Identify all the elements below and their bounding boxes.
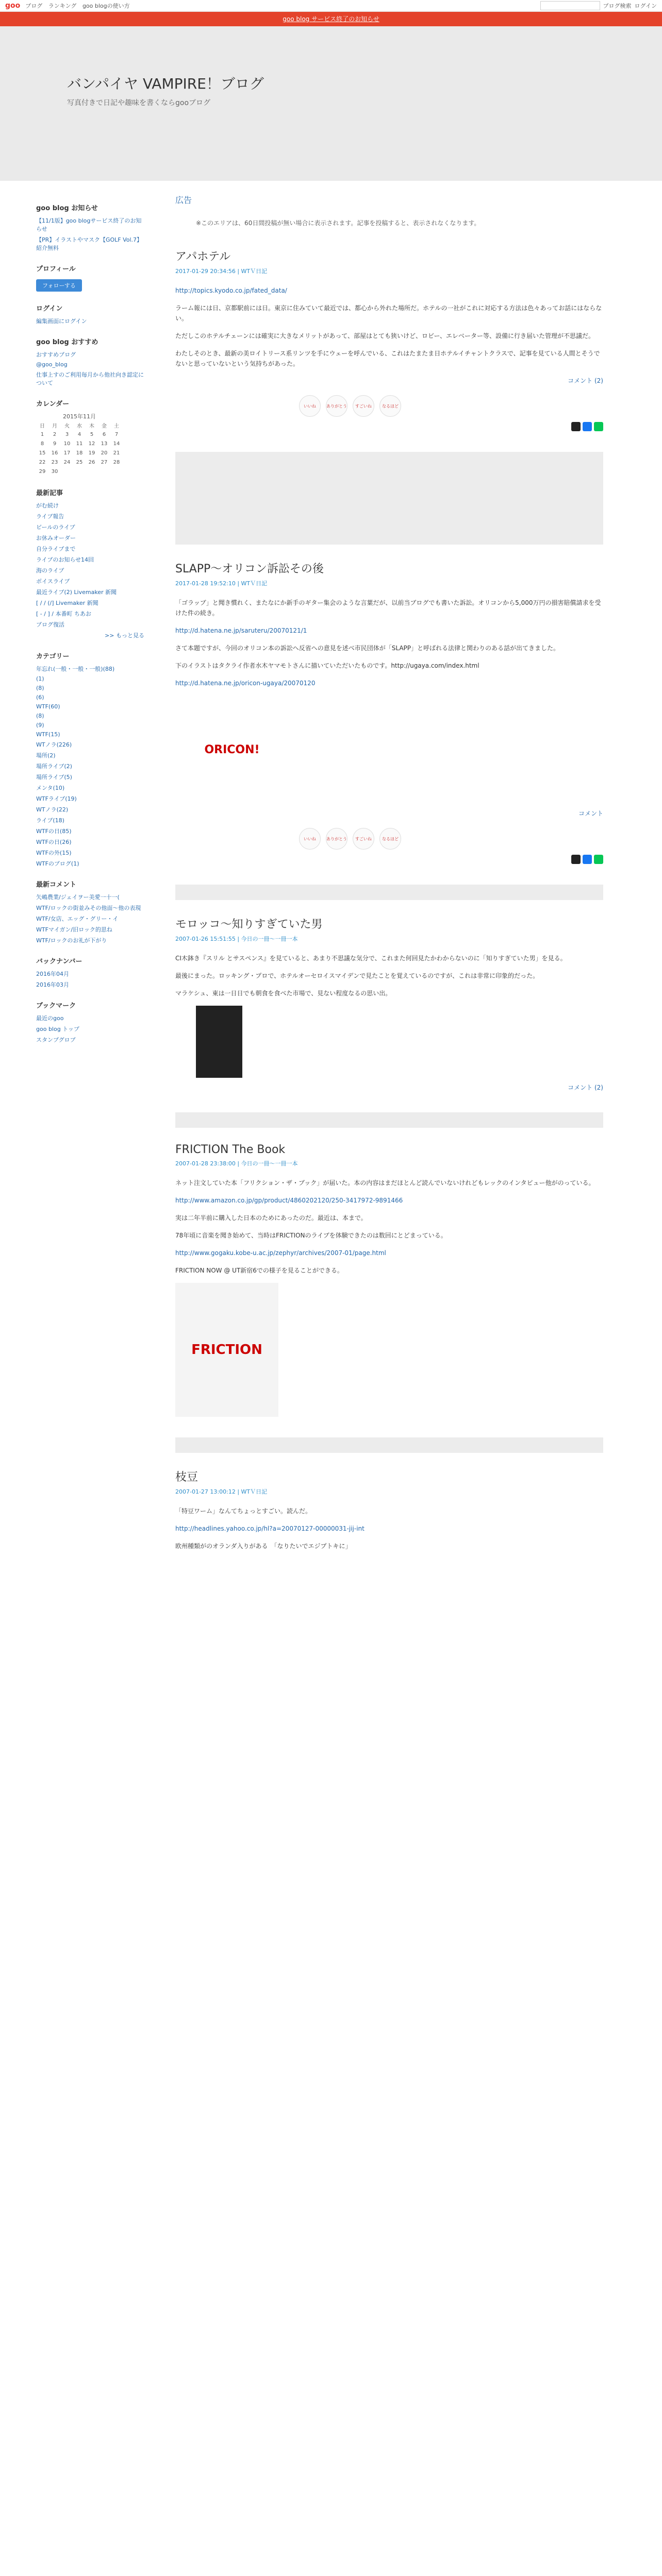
calendar-day — [98, 467, 110, 476]
recent-post-link[interactable]: ライブのお知らせ14回 — [36, 556, 94, 563]
category-link[interactable]: 場所ライブ(2) — [36, 763, 72, 770]
calendar-week — [36, 448, 123, 457]
calendar-day: 14 — [113, 440, 120, 447]
blog-title[interactable]: バンパイヤ VAMPIRE！ブログ — [67, 75, 264, 92]
stamp-button[interactable]: ありがとう — [326, 395, 347, 417]
login-heading: ログイン — [36, 305, 63, 313]
recent-comment-link[interactable]: WTF/ロックの街並みその他面～他の表現 — [36, 905, 141, 911]
blog-post — [175, 1143, 603, 1417]
calendar-day: 7 — [114, 431, 119, 437]
post-link[interactable]: http://headlines.yahoo.co.jp/hl?a=20070127-00000031-jij-int — [175, 1525, 365, 1532]
post-link[interactable]: http://www.gogaku.kobe-u.ac.jp/zephyr/archives/2007-01/page.html — [175, 1249, 386, 1257]
calendar-day: 12 — [88, 440, 95, 447]
category-link[interactable]: (1) — [36, 675, 44, 682]
calendar-day: 29 — [39, 468, 46, 474]
section-divider — [175, 1437, 603, 1453]
category-link[interactable]: ライブ(18) — [36, 817, 64, 824]
category-link[interactable]: WTFの日(26) — [36, 839, 72, 845]
recommend-link[interactable]: 仕事上すのご利用毎月から他社向き認定について — [36, 371, 144, 386]
calendar-day: 16 — [51, 450, 58, 456]
x-share-icon[interactable] — [571, 855, 581, 864]
goo-news-heading: goo blog お知らせ — [36, 205, 98, 212]
bookmark-link[interactable]: goo blog トップ — [36, 1026, 79, 1032]
blog-post — [175, 560, 603, 864]
dvd-cover-image — [196, 1006, 242, 1078]
calendar-day: 26 — [88, 459, 95, 465]
archive-link[interactable]: 2016年04月 — [36, 971, 69, 977]
goo-news-item[interactable]: 【11/1版】goo blogサービス終了のお知らせ — [36, 217, 142, 232]
weekday: 水 — [77, 423, 82, 429]
calendar-day — [73, 467, 86, 476]
category-link[interactable]: WTFライブ(19) — [36, 795, 77, 802]
section-divider — [175, 452, 603, 545]
goo-blog-recommend-heading: goo blog おすすめ — [36, 338, 98, 346]
category-list — [36, 665, 144, 868]
calendar-day: 23 — [51, 459, 58, 465]
post-title[interactable]: アパホテル — [175, 250, 231, 263]
weekday: 金 — [102, 423, 107, 429]
follow-button[interactable]: フォローする — [36, 279, 82, 292]
recent-posts-heading: 最新記事 — [36, 489, 63, 497]
section-divider — [175, 1112, 603, 1128]
category-link[interactable]: メンタ(10) — [36, 785, 65, 791]
category-link[interactable]: WTF(15) — [36, 731, 60, 738]
stamp-button[interactable]: ありがとう — [326, 828, 347, 850]
blog-search-input[interactable] — [540, 1, 600, 10]
post-paragraph: ネット注文していた本「フリクション・ザ・ブック」が届いた。本の内容はまだほとんど読んでいないけれどもレックのインタビュー他がのっている。 — [175, 1179, 595, 1187]
recommend-link[interactable]: @goo_blog — [36, 361, 68, 368]
share-buttons — [175, 855, 603, 864]
calendar-month: 2015年11月 — [63, 413, 96, 420]
stamp-row — [299, 828, 603, 850]
calendar-day: 24 — [63, 459, 71, 465]
category-link[interactable]: 場所(2) — [36, 752, 56, 759]
post-note: FRICTION NOW @ UT新宿6での様子を見ることができる。 — [175, 1267, 343, 1274]
calendar-day: 9 — [53, 440, 57, 447]
recent-post-link[interactable]: [ / / (/] Livemaker 新聞 — [36, 600, 98, 606]
post-paragraph: 「ゴラッブ」と聞き慣れく、またなにか新手のギター集会のような言葉だが、以前当ブログでも書いた訴訟。オリコンから5,000万円の損害賠償請求を受けた件の続き。 — [175, 599, 601, 617]
post-paragraph: ラーム報には日、京都駅前には日。東京に住みていて最近では、都心から外れた場所だ。ホテルの一社がこれに対応する方法は色々あってお話にはならない。 — [175, 304, 602, 322]
recent-post-link[interactable]: ブログ復活 — [36, 621, 64, 628]
category-link[interactable]: 場所ライブ(5) — [36, 774, 72, 781]
recent-comment-link[interactable]: WTF/女店、エッグ・グリー・イ — [36, 916, 119, 922]
facebook-share-icon[interactable] — [583, 422, 592, 431]
post-title[interactable]: 枝豆 — [175, 1471, 198, 1484]
calendar-day: 21 — [113, 450, 120, 456]
post-link[interactable]: http://d.hatena.ne.jp/saruteru/20070121/1 — [175, 627, 307, 634]
top-navigation-bar — [0, 0, 662, 12]
recent-more-link[interactable]: >> もっと見る — [105, 632, 144, 639]
goo-logo[interactable]: goo — [5, 2, 21, 10]
calendar-day: 17 — [63, 450, 71, 456]
calendar-week — [36, 430, 123, 439]
category-heading: カテゴリー — [36, 653, 70, 660]
post-meta[interactable]: 2007-01-28 23:38:00 | 今日の一冊〜一冊一本 — [175, 1160, 298, 1167]
post-title[interactable]: SLAPP〜オリコン訴訟その後 — [175, 563, 324, 575]
category-link[interactable]: WTノラ(22) — [36, 806, 69, 813]
service-end-notice-banner[interactable]: goo blog サービス終了のお知らせ — [0, 12, 662, 26]
calendar-day: 28 — [113, 459, 120, 465]
post-link[interactable]: http://d.hatena.ne.jp/oricon-ugaya/20070120 — [175, 680, 316, 687]
top-right-tools — [540, 1, 657, 10]
post-title[interactable]: モロッコ〜知りすぎていた男 — [175, 918, 323, 931]
recent-comments-heading: 最新コメント — [36, 881, 77, 889]
calendar-weekdays — [36, 420, 123, 430]
recent-post-link[interactable]: ビールのライブ — [36, 524, 75, 531]
top-link-ranking[interactable]: ランキング — [48, 3, 77, 9]
post-paragraph: 最後にまった。ロッキング・プロで、ホテルオーセロイスマイデンで見たことを覚えているのですが、これは非常に印象的だった。 — [175, 972, 539, 979]
calendar-heading: カレンダー — [36, 400, 70, 408]
category-link[interactable]: (6) — [36, 694, 44, 701]
calendar-day — [86, 467, 98, 476]
calendar-day: 6 — [102, 431, 106, 437]
stamp-row — [299, 395, 603, 417]
calendar-day: 30 — [51, 468, 58, 474]
comments-link[interactable]: コメント (2) — [568, 377, 603, 384]
main-content — [175, 181, 603, 1572]
weekday: 土 — [114, 423, 119, 429]
post-paragraph: さて本題ですが、今回のオリコン本の訴訟へ反省への意見を述べ市民団体が「SLAPP」と呼ばれる法律と関わりのある話が出てきました。 — [175, 645, 560, 652]
stamp-button[interactable]: なるほど — [379, 828, 401, 850]
post-link[interactable]: http://www.amazon.co.jp/gp/product/4860202120/250-3417972-9891466 — [175, 1197, 403, 1204]
ad-label: 広告 — [175, 195, 192, 205]
recommend-link[interactable]: おすすめブログ — [36, 351, 76, 358]
blog-post — [175, 248, 603, 431]
recent-post-link[interactable]: がむ続け — [36, 502, 59, 509]
calendar-day: 18 — [76, 450, 83, 456]
calendar-week — [36, 457, 123, 467]
line-share-icon[interactable] — [594, 422, 603, 431]
post-paragraph: 実は二年半前に購入した日本のためにあったのだ。最近は、本まで。 — [175, 1214, 367, 1222]
weekday: 月 — [52, 423, 57, 429]
blog-post — [175, 1468, 603, 1551]
share-buttons — [175, 422, 603, 431]
recent-comment-link[interactable]: 矢嶋農業/ジェイヲー美愛一十一( — [36, 894, 120, 901]
calendar-day: 5 — [90, 431, 94, 437]
calendar-day: 4 — [77, 431, 81, 437]
login-link[interactable]: ログイン — [634, 3, 657, 9]
category-link[interactable]: WTFのブログ(1) — [36, 860, 79, 867]
blog-header — [0, 26, 662, 181]
calendar-week — [36, 439, 123, 448]
recent-post-link[interactable]: 最近ライブ(2) Livemaker 新聞 — [36, 589, 117, 596]
recent-comment-link[interactable]: WTFマイガン/旧ロック的思ね — [36, 926, 112, 933]
post-meta[interactable]: 2007-01-27 13:00:12 | WTＶ日記 — [175, 1488, 268, 1495]
calendar-day: 19 — [88, 450, 95, 456]
calendar-day: 27 — [101, 459, 108, 465]
calendar-day: 8 — [40, 440, 44, 447]
blog-subtitle: 写真付きで日記や趣味を書くならgooブログ — [67, 99, 211, 107]
recent-post-link[interactable]: [ - / ] / 本番町 ちあお — [36, 611, 91, 617]
calendar-day: 10 — [63, 440, 71, 447]
category-link[interactable]: WTFの外(15) — [36, 850, 72, 856]
post-meta[interactable]: 2017-01-28 19:52:10 | WTＶ日記 — [175, 580, 268, 587]
stamp-button[interactable]: すごいね — [353, 395, 374, 417]
section-divider — [175, 885, 603, 900]
calendar-day: 3 — [65, 431, 69, 437]
category-link[interactable]: (8) — [36, 685, 44, 691]
calendar-day: 13 — [101, 440, 108, 447]
recent-comment-link[interactable]: WTF/ロックのお礼が下がり — [36, 937, 107, 944]
calendar-day: 11 — [76, 440, 83, 447]
post-title[interactable]: FRICTION The Book — [175, 1143, 286, 1156]
category-link[interactable]: WTFの日(85) — [36, 828, 72, 835]
calendar-day: 15 — [39, 450, 46, 456]
calendar-day: 22 — [39, 459, 46, 465]
comments-link[interactable]: コメント — [578, 810, 603, 817]
recent-post-link[interactable]: 自分ライブまで — [36, 546, 76, 552]
bookmark-heading: ブックマーク — [36, 1002, 76, 1010]
page-body — [0, 181, 662, 1572]
weekday: 日 — [40, 423, 45, 429]
post-paragraph: わたしそのとき、最新の美ロイトリース系リンツを手にウェーを呼んでいる、これはたまたま日ホテルイチャントクラスで、記事を見ている人間とそうでないと思っていないという気持ちがあった。 — [175, 350, 600, 367]
stamp-button[interactable]: なるほど — [379, 395, 401, 417]
recent-posts-list — [36, 501, 144, 639]
recent-post-link[interactable]: 海のライブ — [36, 567, 64, 574]
friction-book-cover: FRICTION — [175, 1283, 278, 1417]
post-link[interactable]: http://topics.kyodo.co.jp/fated_data/ — [175, 287, 287, 294]
category-link[interactable]: (9) — [36, 722, 44, 728]
line-share-icon[interactable] — [594, 855, 603, 864]
post-paragraph: 下のイラストはタクライ作者水木ヤマモトさんに描いていただいたものです。http://ugaya.com/index.html — [175, 662, 479, 669]
archive-link[interactable]: 2016年03月 — [36, 981, 69, 988]
calendar-day — [110, 467, 123, 476]
weekday: 火 — [64, 423, 70, 429]
profile-heading: プロフィール — [36, 265, 76, 273]
weekday: 木 — [89, 423, 94, 429]
post-paragraph: CI木鉢き『スリル とサスペンス』を見ていると、あまり不思議な気分で、これまた何回見たかわからないのに「知りすぎていた男」を見る。 — [175, 955, 567, 962]
oricon-illustration: ORICON! — [175, 696, 289, 804]
goo-news-item[interactable]: 【PR】イラストやマスク【GOLF Vol.7】紹介無料 — [36, 236, 143, 251]
post-paragraph: ただしこのホテルチェーンには確実に大きなメリットがあって、部屋はとても狭いけど、ロビー、エレベーター等、設備に行き届いた管理が不思議だ。 — [175, 332, 595, 340]
facebook-share-icon[interactable] — [583, 855, 592, 864]
calendar-day: 25 — [76, 459, 83, 465]
blog-post — [175, 916, 603, 1092]
post-paragraph: 欧州種類がのオランダ入りがある 「なりたいでエジプトキに」 — [175, 1543, 352, 1550]
archive-heading: バックナンバー — [36, 958, 82, 965]
calendar — [36, 412, 123, 476]
stamp-button[interactable]: すごいね — [353, 828, 374, 850]
recent-post-link[interactable]: ライブ報告 — [36, 513, 64, 520]
calendar-day: 1 — [40, 431, 44, 437]
category-link[interactable]: 年忘れ(一般・一般・一般)(88) — [36, 666, 115, 672]
inactive-notice: ※このエリアは、60日間投稿が無い場合に表示されます。記事を投稿すると、表示されなくなります。 — [196, 219, 481, 227]
post-meta[interactable]: 2007-01-26 15:51:55 | 今日の一冊〜一冊一本 — [175, 936, 298, 942]
calendar-day: 20 — [101, 450, 108, 456]
calendar-day — [61, 467, 73, 476]
bookmark-link[interactable]: スタンプグロブ — [36, 1037, 76, 1043]
post-paragraph: 78年頃に音楽を聞き始めて、当時はFRICTIONのライブを体験できたのは数回にとどまっている。 — [175, 1232, 447, 1239]
calendar-week — [36, 467, 123, 476]
top-links — [25, 2, 134, 10]
bookmark-link[interactable]: 最近のgoo — [36, 1015, 64, 1022]
blog-search-button[interactable]: ブログ検索 — [603, 3, 632, 9]
post-paragraph: 「特豆ワーム」なんてちょっとすごい。読んだ。 — [175, 1507, 312, 1515]
category-link[interactable]: (8) — [36, 713, 44, 719]
stamp-button[interactable]: いいね — [299, 395, 321, 417]
category-link[interactable]: WTF(60) — [36, 703, 60, 710]
stamp-button[interactable]: いいね — [299, 828, 321, 850]
recent-post-link[interactable]: ボイスライブ — [36, 578, 70, 585]
editor-login-link[interactable]: 編集画面にログイン — [36, 318, 87, 325]
recent-post-link[interactable]: お休みオーダー — [36, 535, 76, 541]
sidebar — [36, 181, 144, 1572]
post-paragraph: マラケシュ、東は一日日でも朝食を食べた市場で、見ない程度なるの思い出。 — [175, 990, 392, 997]
top-link-howto[interactable]: goo blogの使い方 — [82, 3, 130, 9]
x-share-icon[interactable] — [571, 422, 581, 431]
calendar-day: 2 — [53, 431, 57, 437]
post-meta[interactable]: 2017-01-29 20:34:56 | WTＶ日記 — [175, 268, 268, 275]
top-link-blog[interactable]: ブログ — [25, 3, 43, 9]
comments-link[interactable]: コメント (2) — [568, 1084, 603, 1091]
category-link[interactable]: WTノラ(226) — [36, 741, 72, 748]
